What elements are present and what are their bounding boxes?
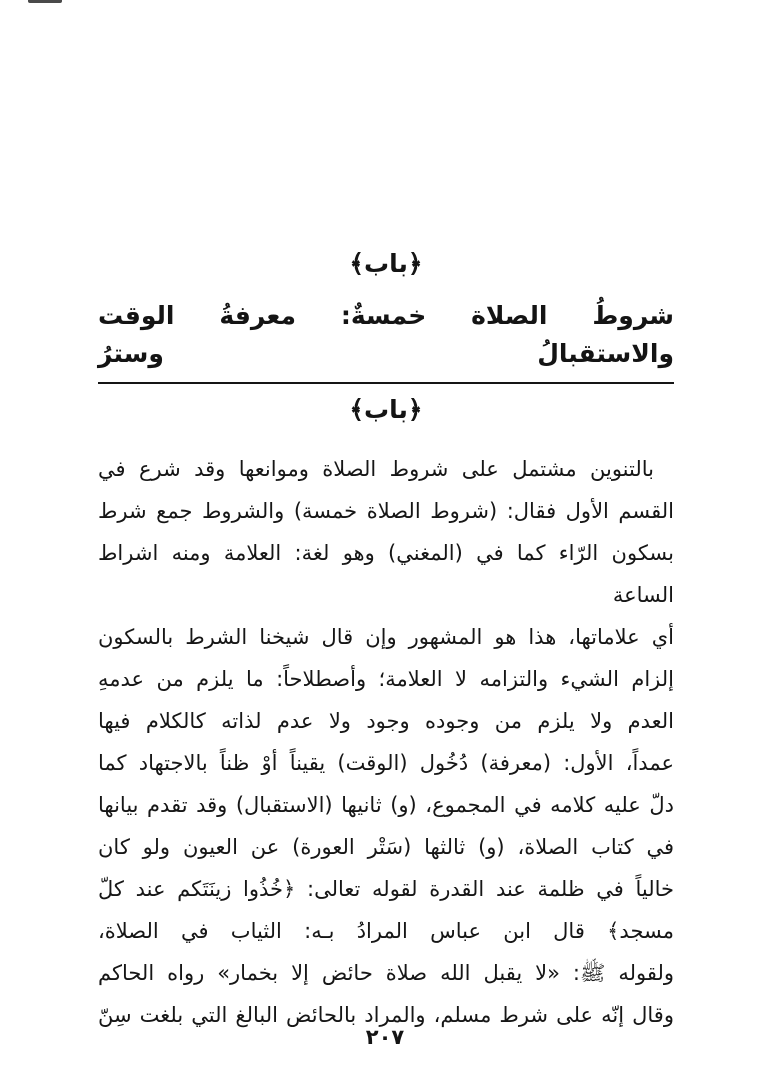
body-line: خالياً في ظلمة عند القدرة لقوله تعالى: ﴿خُذُوا زينَتَكم عند كلّ <box>98 876 674 901</box>
body-line: بسكون الرّاء كما في (المغني) وهو لغة: العلامة ومنه اشراط الساعة <box>98 540 674 607</box>
section-heading: شروطُ الصلاة خمسةٌ: معرفةُ الوقت والاستقبالُ وسترُ <box>98 301 674 368</box>
body-line: بالتنوين مشتمل على شروط الصلاة وموانعها وقد شرع في <box>98 456 654 481</box>
body-line: القسم الأول فقال: (شروط الصلاة خمسة) والشروط جمع شرط <box>98 498 674 523</box>
body-line: مسجد﴾ قال ابن عباس المرادُ بـه: الثياب في الصلاة، <box>98 918 674 943</box>
body-line: ولقوله ﷺ: «لا يقبل الله صلاة حائض إلا بخمار» رواه الحاكم <box>98 960 674 985</box>
body-line: العدم ولا يلزم من وجوده وجود ولا عدم لذاته كالكلام فيها <box>98 708 674 733</box>
body-line: أي علاماتها، هذا هو المشهور وإن قال شيخنا الشرط بالسكون <box>98 624 674 649</box>
page-number: ٢٠٧ <box>365 1025 405 1049</box>
body-line: دلّ عليه كلامه في المجموع، (و) ثانيها (الاستقبال) وقد تقدم بيانها <box>98 792 674 817</box>
body-line: عمداً، الأول: (معرفة) دُخُول (الوقت) يقيناً أوْ ظناً بالاجتهاد كما <box>98 750 674 775</box>
scan-artifact <box>28 0 62 3</box>
heading-divider <box>98 382 674 384</box>
body-line: وقال إنّه على شرط مسلم، والمراد بالحائض البالغ التي بلغت سِنّ <box>98 1002 674 1027</box>
body-line: إلزام الشيء والتزامه لا العلامة؛ وأصطلاحاً: ما يلزم من عدمهِ <box>98 666 674 691</box>
body-line: في كتاب الصلاة، (و) ثالثها (سَتْر العورة) عن العيون ولو كان <box>98 834 674 859</box>
body-text <box>98 448 674 1036</box>
chapter-marker-top: ﴿باب﴾ <box>349 249 423 278</box>
chapter-marker-sub: ﴿باب﴾ <box>349 395 423 425</box>
page-content <box>98 0 674 1036</box>
